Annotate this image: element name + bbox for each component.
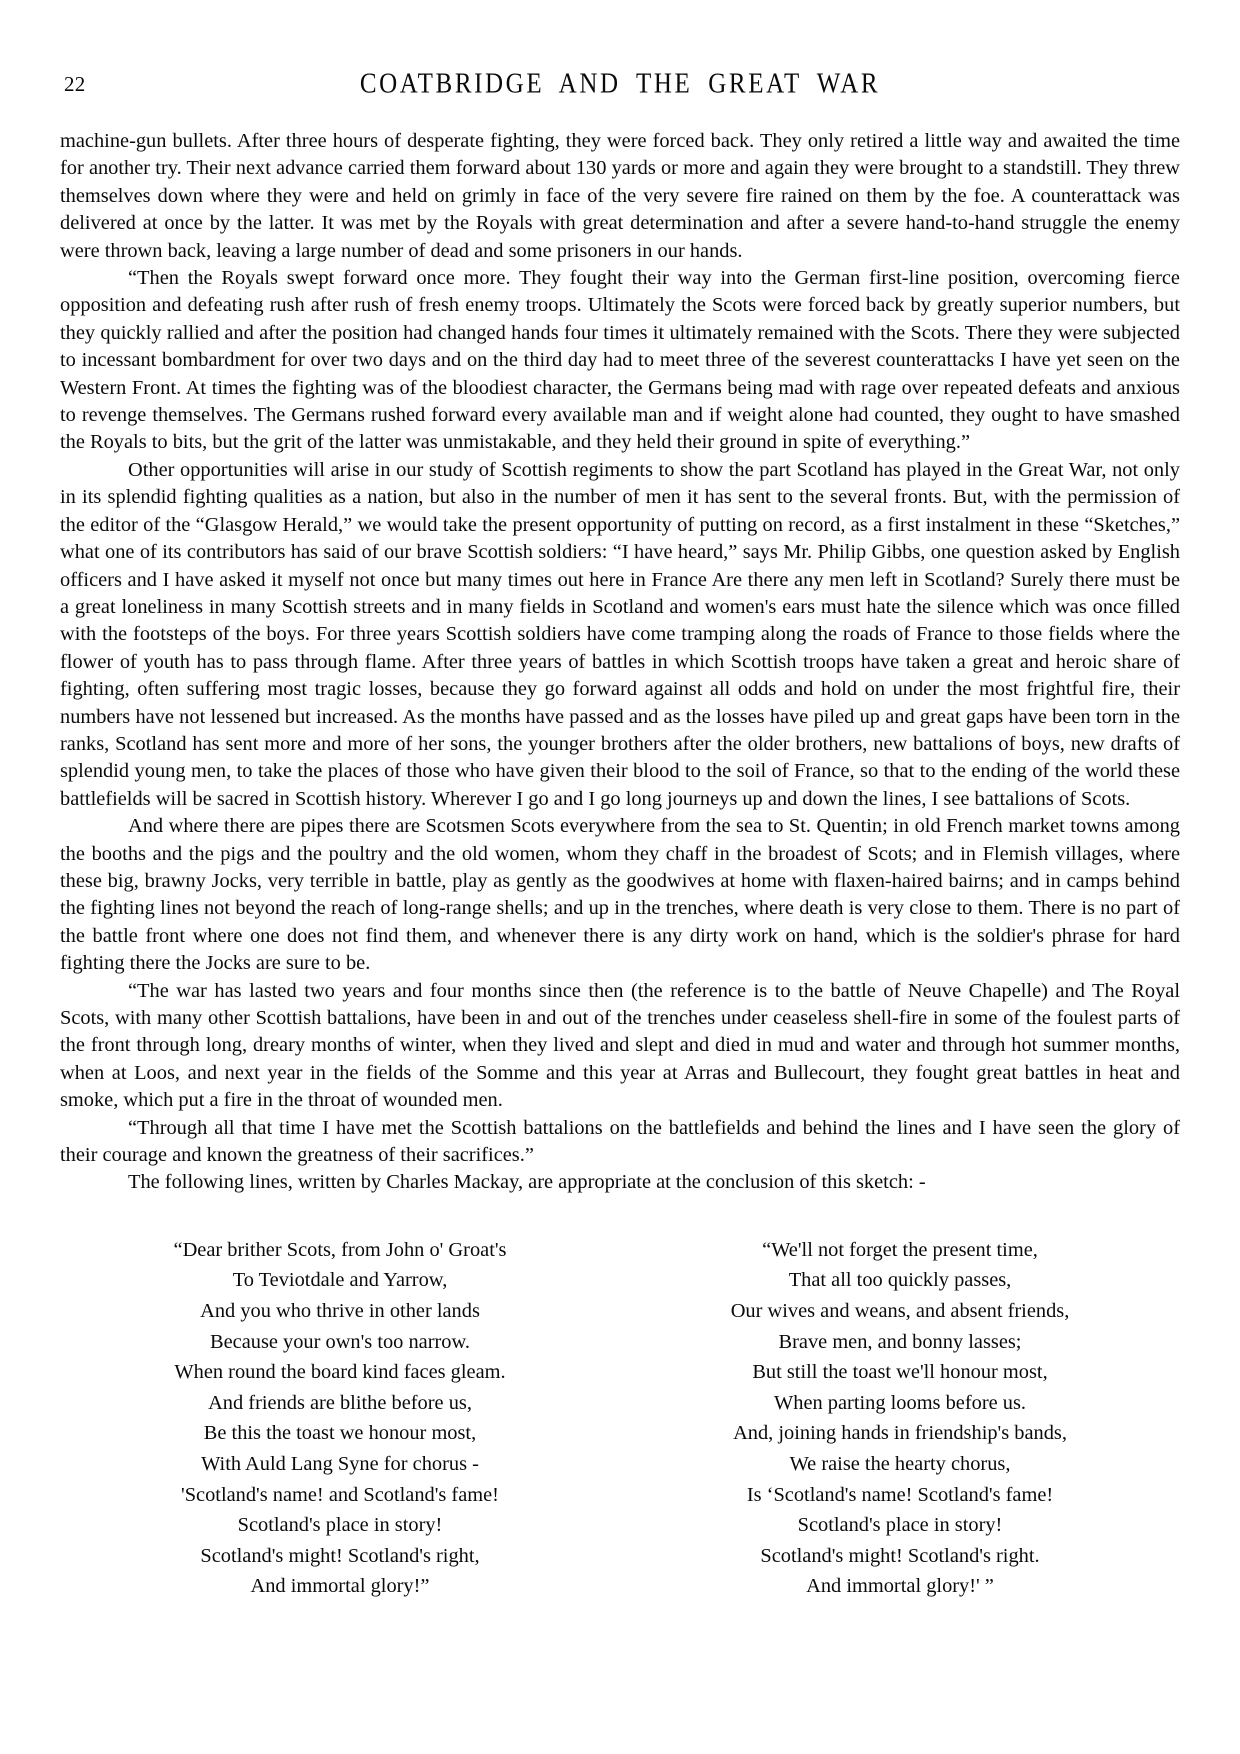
verse-line: Brave men, and bonny lasses;	[778, 1330, 1022, 1353]
verse-line: Scotland's place in story!	[237, 1514, 443, 1537]
verse-column-left	[60, 1235, 620, 1602]
verse-line: Our wives and weans, and absent friends,	[730, 1300, 1070, 1323]
verse-line: With Auld Lang Syne for chorus -	[201, 1453, 479, 1475]
paragraph-6: “Through all that time I have met the Scottish battalions on the battlefields and behind the lines and I have seen the glory of their courage and known the greatness of their sacrifices.”	[60, 1116, 1180, 1167]
verse-line: And, joining hands in friendship's bands,	[733, 1422, 1067, 1445]
verse-column-right	[620, 1235, 1180, 1602]
verse-line: Because your own's too narrow.	[210, 1330, 470, 1353]
verse-line: “We'll not forget the present time,	[762, 1238, 1038, 1261]
verse-line: Scotland's might! Scotland's right,	[200, 1544, 480, 1567]
paragraph-1: machine-gun bullets. After three hours of desperate fighting, they were forced back. They only retired a little way and awaited the time for another try. Their next advance carried them forward about 130 yards or more and again they were brought to a standstill. They threw themselves down where they were and held on grimly in face of the very severe fire rained on them by the foe. A counterattack was delivered at once by the latter. It was met by the Royals with great determination and after a severe hand-to-hand struggle the enemy were thrown back, leaving a large number of dead and some prisoners in our hands.	[60, 130, 1180, 262]
verse-line: We raise the hearty chorus,	[789, 1453, 1011, 1475]
verse-line: To Teviotdale and Yarrow,	[232, 1269, 448, 1292]
verse-block	[60, 1235, 1180, 1602]
page-number: 22	[64, 72, 86, 96]
verse-line: When round the board kind faces gleam.	[174, 1361, 506, 1384]
running-head	[60, 62, 1180, 114]
verse-line: And friends are blithe before us,	[208, 1391, 472, 1414]
paragraph-4: And where there are pipes there are Scotsmen Scots everywhere from the sea to St. Quentin; in old French market towns among the booths and the pigs and the poultry and the old women, whom they chaff in the broadest of Scots; and in Flemish villages, where these big, brawny Jocks, very terrible in battle, play as gently as the goodwives at home with flaxen-haired bairns; and in camps behind the fighting lines not beyond the reach of long-range shells; and up in the trenches, where death is very close to them. There is no part of the battle front where one does not find them, and whenever there is any dirty work on hand, which is the soldier's phrase for hard fighting there the Jocks are sure to be.	[60, 815, 1180, 975]
verse-line: Scotland's might! Scotland's right.	[760, 1544, 1040, 1567]
body-text-column	[60, 128, 1180, 1602]
verse-line: And immortal glory!' ”	[806, 1575, 994, 1598]
paragraph-5: “The war has lasted two years and four months since then (the reference is to the battle of Neuve Chapelle) and The Royal Scots, with many other Scottish battalions, have been in and out of the trenches under ceaseless shell-fire in some of the foulest parts of the front through long, dreary months of winter, when they lived and slept and died in mud and water and through hot summer months, when at Loos, and next year in the fields of the Somme and this year at Arras and Bullecourt, they fought great battles in heat and smoke, which put a fire in the throat of wounded men.	[60, 979, 1180, 1112]
paragraph-2: “Then the Royals swept forward once more. They fought their way into the German first-line position, overcoming fierce opposition and defeating rush after rush of fresh enemy troops. Ultimately the Scots were forced back by greatly superior numbers, but they quickly rallied and after the position had changed hands four times it ultimately remained with the Scots. There they were subjected to incessant bombardment for over two days and on the third day had to meet three of the severest counterattacks I have yet seen on the Western Front. At times the fighting was of the bloodiest character, the Germans being mad with rage over repeated defeats and anxious to revenge themselves. The Germans rushed forward every available man and if weight alone had counted, they ought to have smashed the Royals to bits, but the grit of the latter was unmistakable, and they held their ground in spite of everything.”	[60, 267, 1180, 454]
paragraph-7: The following lines, written by Charles Mackay, are appropriate at the conclusion of this sketch: -	[128, 1171, 926, 1194]
verse-line: Be this the toast we honour most,	[203, 1422, 477, 1445]
verse-line: 'Scotland's name! and Scotland's fame!	[181, 1483, 499, 1506]
verse-line: Scotland's place in story!	[797, 1514, 1003, 1537]
verse-line: And immortal glory!”	[250, 1575, 430, 1598]
verse-line: That all too quickly passes,	[788, 1269, 1012, 1292]
verse-line: But still the toast we'll honour most,	[752, 1361, 1048, 1384]
verse-line: Is ‘Scotland's name! Scotland's fame!	[746, 1483, 1054, 1506]
verse-line: “Dear brither Scots, from John o' Groat's	[173, 1238, 507, 1261]
verse-line: When parting looms before us.	[774, 1391, 1026, 1414]
paragraph-3: Other opportunities will arise in our study of Scottish regiments to show the part Scotland has played in the Great War, not only in its splendid fighting qualities as a nation, but also in the number of men it has sent to the several fronts. But, with the permission of the editor of the “Glasgow Herald,” we would take the present opportunity of putting on record, as a first instalment in these “Sketches,” what one of its contributors has said of our brave Scottish soldiers: “I have heard,” says Mr. Philip Gibbs, one question asked by English officers and I have asked it myself not once but many times out here in France Are there any men left in Scotland? Surely there must be a great loneliness in many Scottish streets and in many fields in Scotland and women's ears must hate the silence which was once filled with the footsteps of the boys. For three years Scottish soldiers have come tramping along the roads of France to those fields where the flower of youth has to pass through flame. After three years of battles in which Scottish troops have taken a great and heroic share of fighting, often suffering most tragic losses, because they go forward against all odds and hold on under the most frightful fire, their numbers have not lessened but increased. As the months have passed and as the losses have piled up and great gaps have been torn in the ranks, Scotland has sent more and more of her sons, the younger brothers after the older brothers, new battalions of boys, new drafts of splendid young men, to take the places of those who have given their blood to the soil of France, so that to the ending of the world these battlefields will be sacred in Scottish history. Wherever I go and I go long journeys up and down the lines, I see battalions of Scots.	[60, 458, 1180, 810]
running-head-title: COATBRIDGE AND THE GREAT WAR	[359, 68, 881, 100]
verse-line: And you who thrive in other lands	[200, 1300, 480, 1323]
